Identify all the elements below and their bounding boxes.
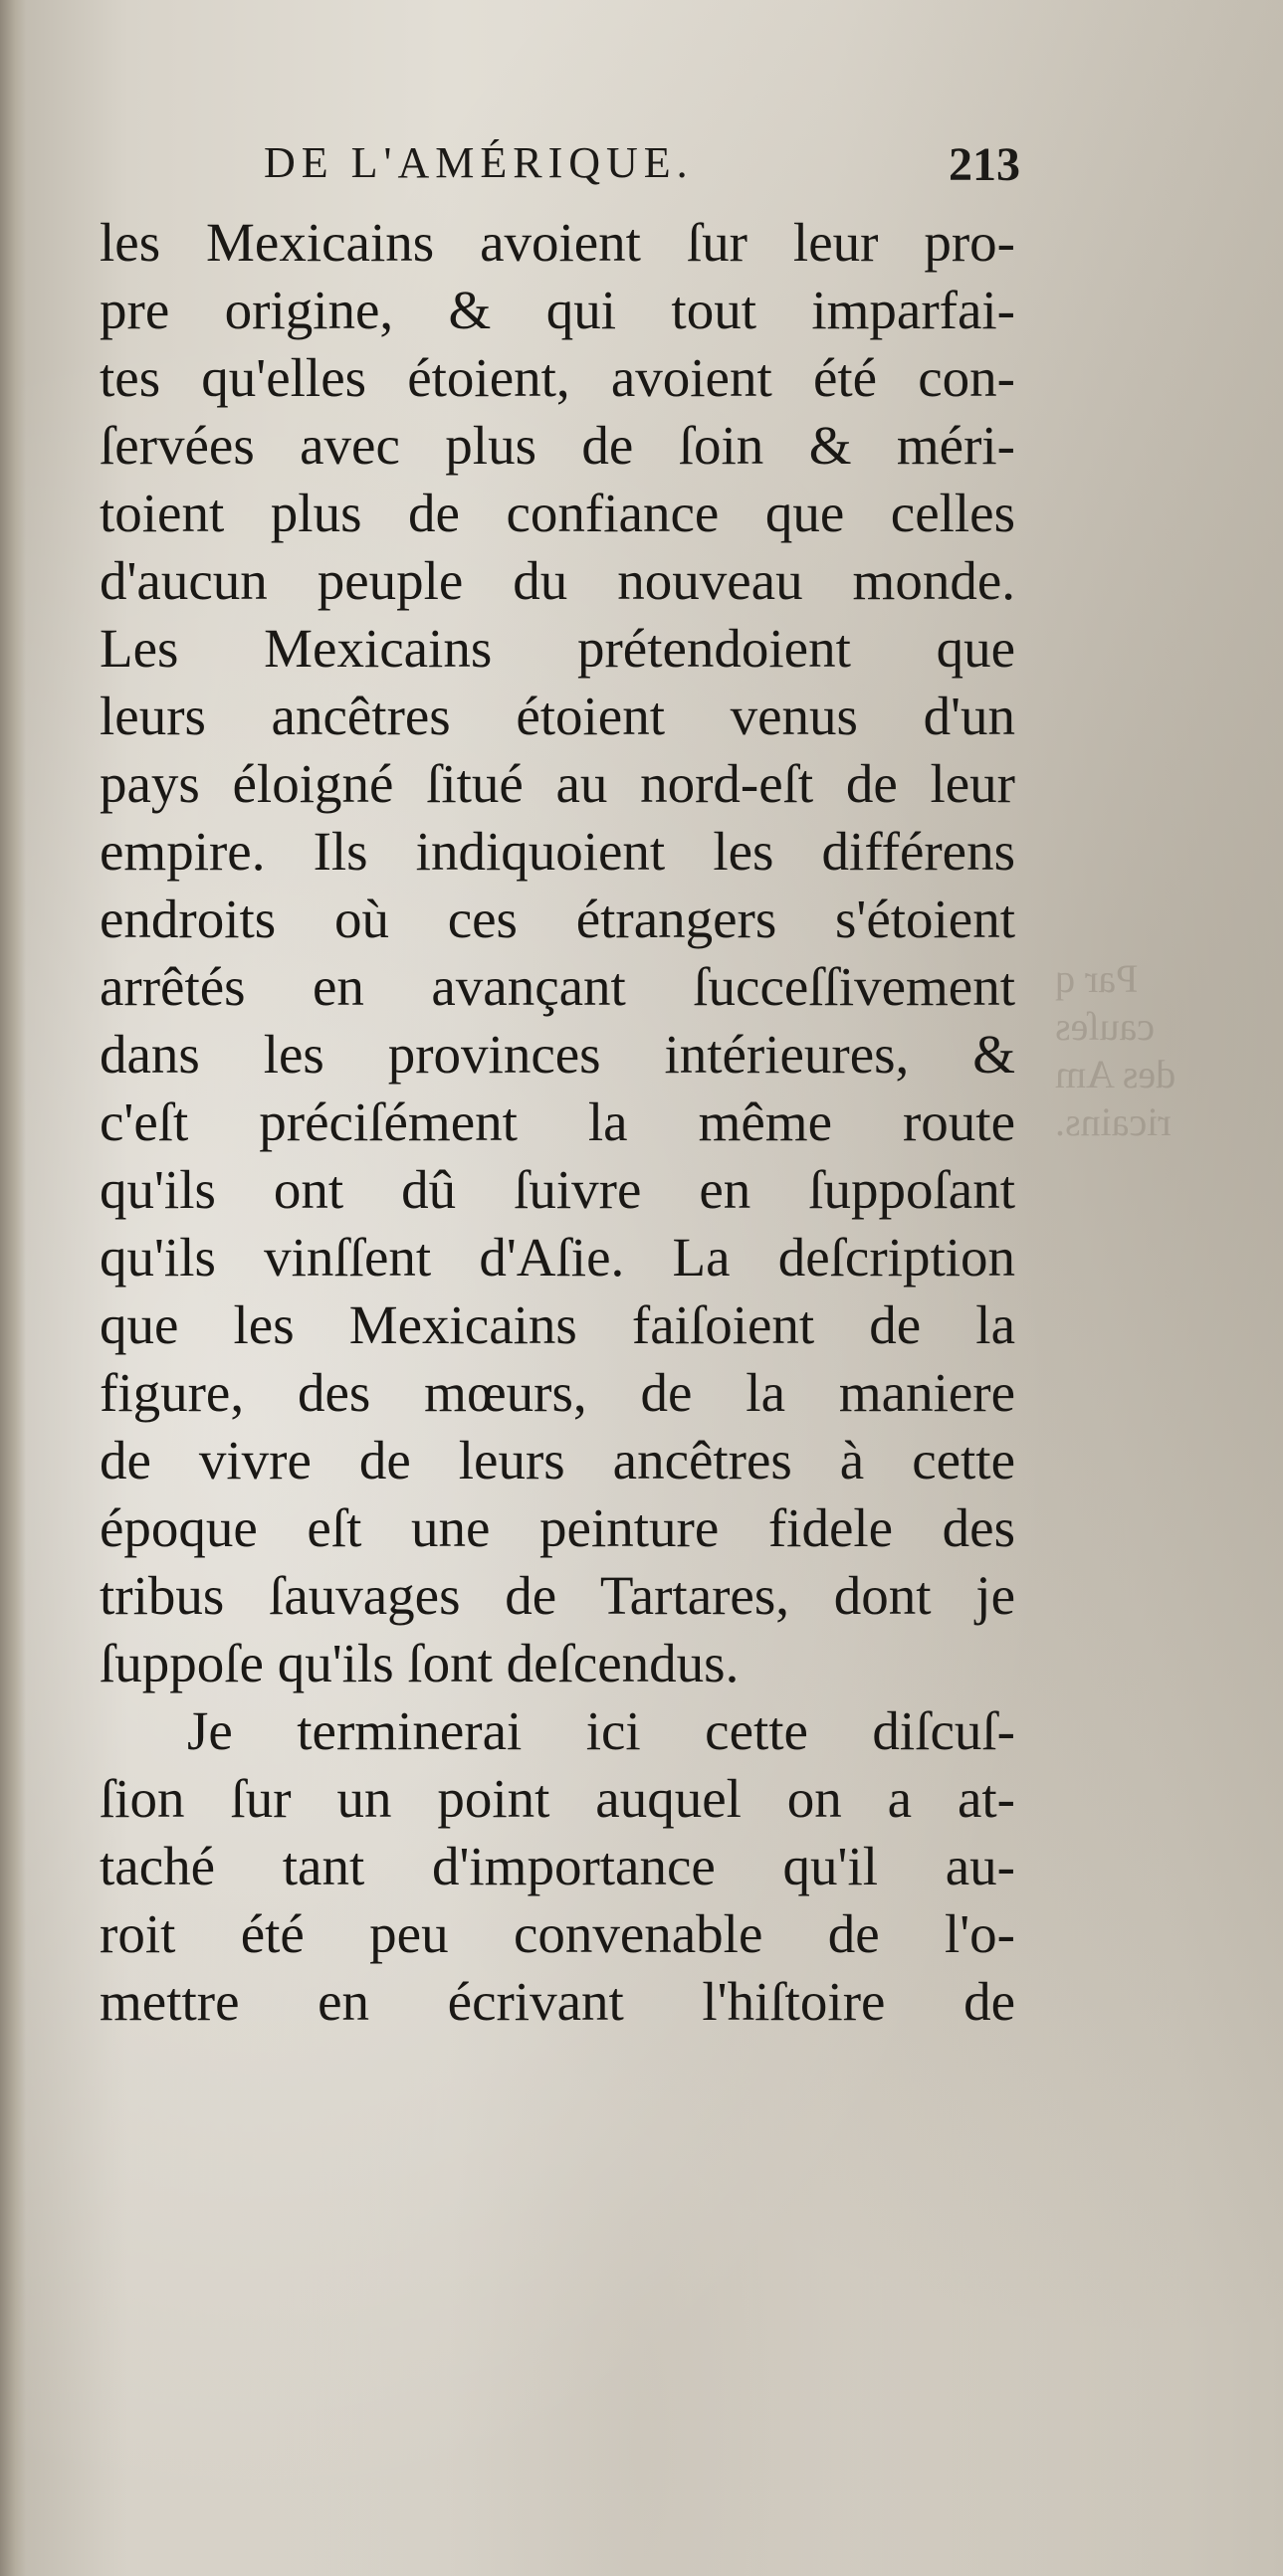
- bleed-through-line: cauſes: [1055, 1004, 1155, 1049]
- paragraph-start-line: Je terminerai ici cette diſcuſ-: [187, 1700, 1015, 1761]
- text-line: ſion ſur un point auquel on a at-: [100, 1768, 1015, 1829]
- text-line: qu'ils ont dû ſuivre en ſuppoſant: [100, 1159, 1015, 1220]
- text-line: arrêtés en avançant ſucceſſivement: [100, 956, 1015, 1017]
- text-line: pays éloigné ſitué au nord-eſt de leur: [100, 753, 1015, 814]
- text-line: époque eſt une peinture fidele des: [100, 1497, 1015, 1558]
- text-line: les Mexicains avoient ſur leur pro-: [100, 212, 1015, 273]
- text-line: de vivre de leurs ancêtres à cette: [100, 1430, 1015, 1490]
- text-line: d'aucun peuple du nouveau monde.: [100, 550, 1015, 611]
- text-line: roit été peu convenable de l'o-: [100, 1903, 1015, 1964]
- text-line: c'eſt préciſément la même route: [100, 1091, 1015, 1152]
- text-line: leurs ancêtres étoient venus d'un: [100, 686, 1015, 746]
- bleed-through-line: Par q: [1055, 956, 1139, 1001]
- text-line: empire. Ils indiquoient les différens: [100, 821, 1015, 882]
- text-line: figure, des mœurs, de la maniere: [100, 1362, 1015, 1423]
- text-line: taché tant d'importance qu'il au-: [100, 1836, 1015, 1896]
- text-line: mettre en écrivant l'hiſtoire de: [100, 1971, 1015, 2032]
- text-line: dans les provinces intérieures, &: [100, 1024, 1015, 1085]
- running-head: DE L'AMÉRIQUE.: [264, 138, 694, 187]
- text-line: endroits où ces étrangers s'étoient: [100, 889, 1015, 949]
- bleed-through-margin-note: [1055, 955, 1283, 1174]
- text-line: Les Mexicains prétendoient que: [100, 618, 1015, 679]
- text-line: pre origine, & qui tout imparfai-: [100, 280, 1015, 340]
- page-number: 213: [949, 138, 1020, 191]
- text-line: ſervées avec plus de ſoin & méri-: [100, 415, 1015, 476]
- body-text: [100, 209, 1015, 2036]
- page-header: [264, 137, 1020, 197]
- bleed-through-line: ricains.: [1055, 1099, 1172, 1144]
- text-line: qu'ils vinſſent d'Aſie. La deſcription: [100, 1227, 1015, 1288]
- paragraph-end-line: ſuppoſe qu'ils ſont deſcendus.: [100, 1633, 740, 1693]
- text-line: tribus ſauvages de Tartares, dont je: [100, 1565, 1015, 1626]
- page-gutter-shadow: [0, 0, 26, 2576]
- text-line: tes qu'elles étoient, avoient été con-: [100, 347, 1015, 408]
- text-line: que les Mexicains faiſoient de la: [100, 1294, 1015, 1355]
- bleed-through-line: des Am: [1055, 1052, 1176, 1096]
- text-line: toient plus de confiance que celles: [100, 483, 1015, 543]
